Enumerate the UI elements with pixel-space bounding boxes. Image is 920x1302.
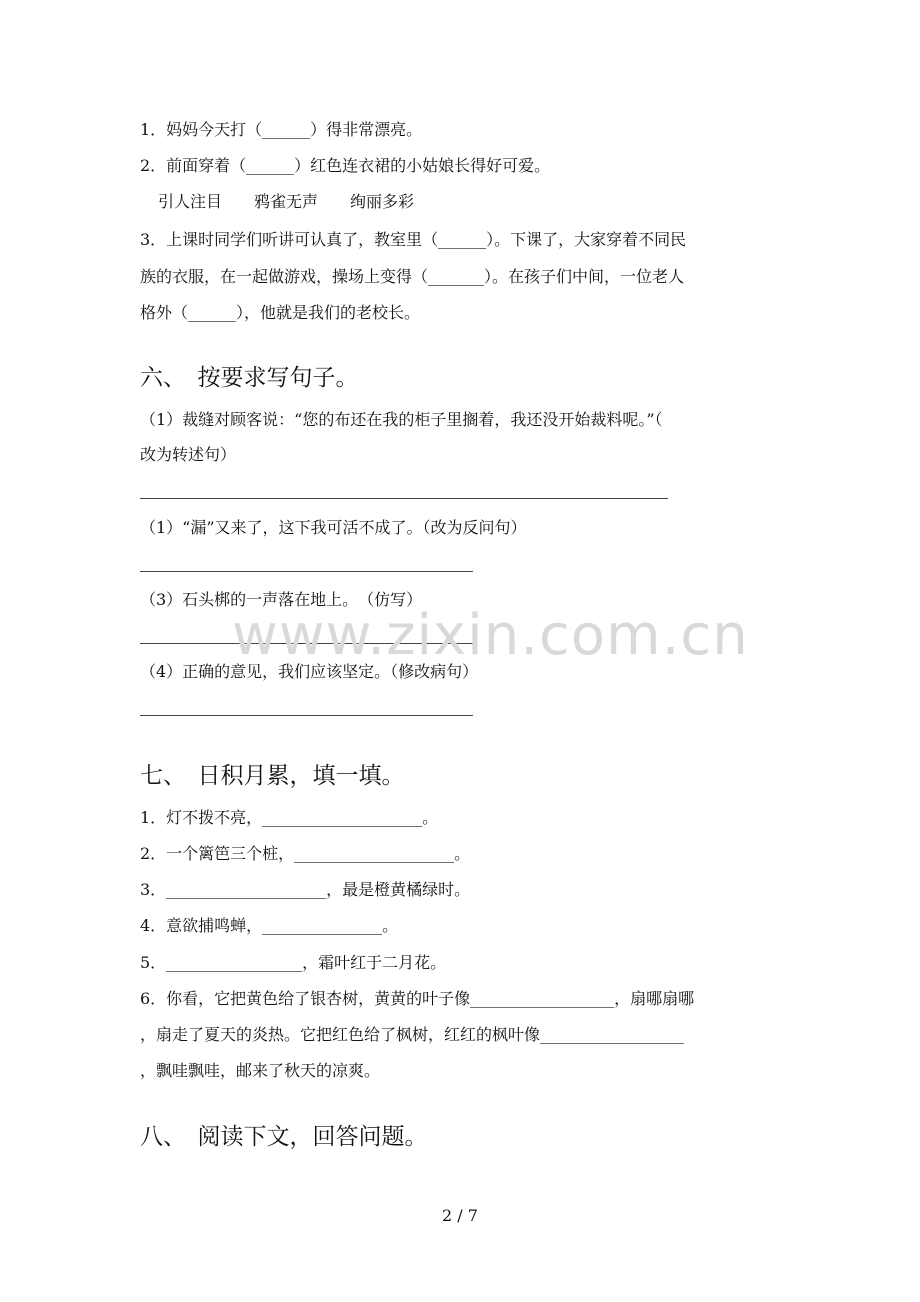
idiom-q3: 3．____________________，最是橙黄橘绿时。 [140, 880, 471, 899]
answer-line [140, 498, 668, 499]
idiom-q5: 5．_________________，霜叶红于二月花。 [140, 953, 447, 972]
rewrite-q2: （1）“漏”又来了，这下我可活不成了。（改为反问句） [140, 518, 527, 537]
word-options: 引人注目 鸦雀无声 绚丽多彩 [158, 192, 415, 211]
rewrite-q4: （4）正确的意见，我们应该坚定。（修改病句） [140, 662, 479, 681]
rewrite-q3: （3）石头梆的一声落在地上。 （仿写） [140, 590, 423, 609]
idiom-q6-line2: ，扇走了夏天的炎热。它把红色给了枫树，红红的枫叶像__________________ [140, 1025, 685, 1044]
watermark: www.zixin.com.cn [232, 603, 749, 668]
section-seven-heading: 七、 日积月累，填一填。 [140, 763, 405, 789]
idiom-q6-line1: 6．你看，它把黄色给了银杏树，黄黄的叶子像__________________，扇哪扇哪 [140, 989, 695, 1008]
rewrite-q1-line2: 改为转述句） [140, 445, 237, 464]
idiom-q2: 2．一个篱笆三个桩，____________________。 [140, 844, 471, 863]
page-number: 2 / 7 [442, 1206, 478, 1225]
fill-blank-q2: 2．前面穿着（______）红色连衣裙的小姑娘长得好可爱。 [140, 156, 551, 175]
rewrite-q1-line1: （1）裁缝对顾客说：“您的布还在我的柜子里搁着，我还没开始裁料呢。”（ [140, 410, 663, 429]
fill-blank-q3-line2: 族的衣服，在一起做游戏，操场上变得（_______）。在孩子们中间，一位老人 [140, 267, 685, 286]
section-six-heading: 六、 按要求写句子。 [140, 365, 359, 391]
answer-line [140, 571, 473, 572]
fill-blank-q1: 1．妈妈今天打（______）得非常漂亮。 [140, 120, 423, 139]
fill-blank-q3-line1: 3．上课时同学们听讲可认真了，教室里（______）。下课了，大家穿着不同民 [140, 230, 687, 249]
answer-line [140, 715, 473, 716]
idiom-q1: 1．灯不拨不亮，____________________。 [140, 808, 439, 827]
idiom-q6-line3: ，飘哇飘哇，邮来了秋天的凉爽。 [140, 1061, 381, 1080]
section-eight-heading: 八、 阅读下文，回答问题。 [140, 1124, 428, 1150]
idiom-q4: 4．意欲捕鸣蝉，_______________。 [140, 916, 399, 935]
fill-blank-q3-line3: 格外（______），他就是我们的老校长。 [140, 303, 421, 322]
